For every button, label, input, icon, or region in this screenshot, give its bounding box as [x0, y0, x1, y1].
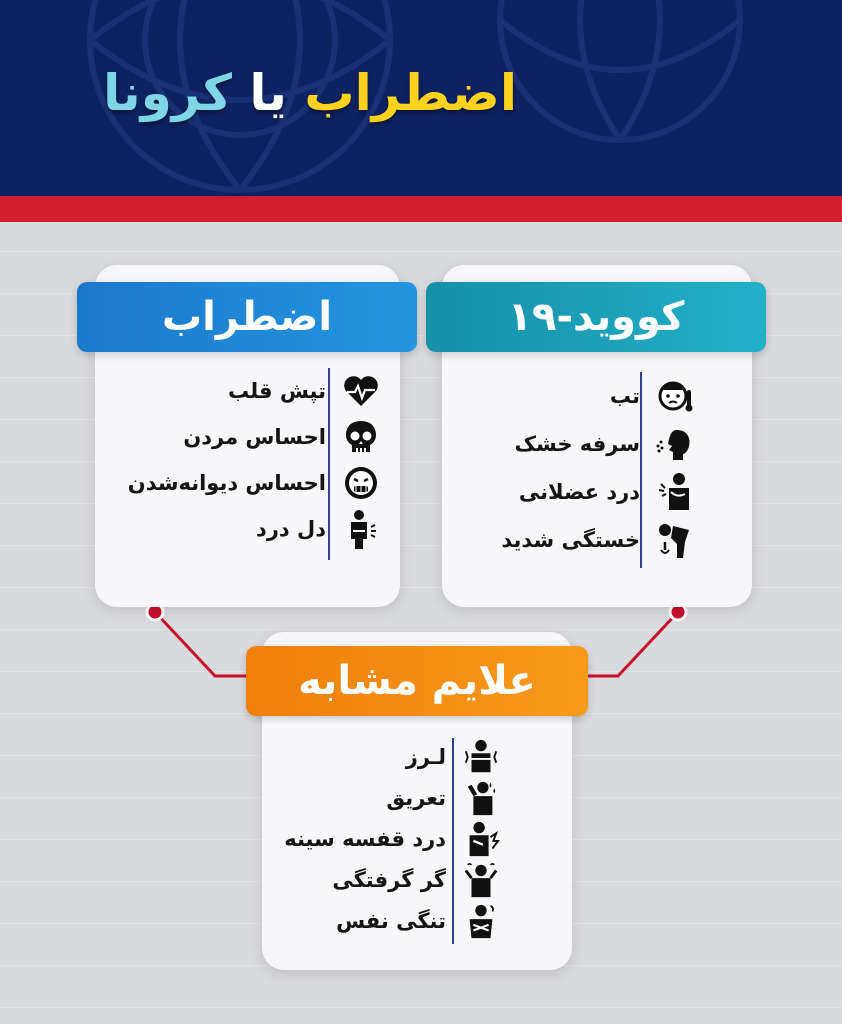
dry-cough-icon [652, 421, 698, 467]
symptom-label: خستگی شدید [501, 528, 640, 552]
symptom-label: تپش قلب [227, 379, 326, 403]
list-item [128, 414, 384, 460]
symptom-label: لـرز [405, 744, 446, 769]
list-item [128, 368, 384, 414]
list-item [284, 900, 504, 941]
sweating-icon [458, 775, 504, 821]
list-item [501, 420, 698, 468]
list-item [501, 372, 698, 420]
symptom-label: سرفه خشک [514, 432, 640, 456]
common-tag [246, 646, 588, 716]
symptom-label: درد قفسه سینه [284, 826, 446, 851]
anxiety-tag-title: اضطراب [161, 294, 333, 340]
covid-tag [426, 282, 766, 352]
list-item [128, 460, 384, 506]
title-anxiety: اضطراب [304, 64, 517, 122]
list-item [284, 859, 504, 900]
list-item [284, 736, 504, 777]
title-or: یا [231, 64, 305, 122]
shortness-of-breath-icon [458, 898, 504, 944]
title-corona: کرونا [103, 64, 232, 122]
symptom-label: گر گرفتگی [332, 867, 446, 892]
symptom-label: دل درد [256, 517, 326, 541]
chest-pain-icon [458, 816, 504, 862]
stomach-ache-icon [338, 506, 384, 552]
list-item [501, 468, 698, 516]
symptom-label: احساس دیوانه‌شدن [127, 471, 326, 495]
list-item [284, 818, 504, 859]
fatigue-icon [652, 517, 698, 563]
muscle-pain-icon [652, 469, 698, 515]
symptom-label: تب [609, 384, 640, 408]
symptom-label: احساس مردن [183, 425, 326, 449]
common-tag-title: علایم مشابه [298, 658, 536, 704]
symptom-label: تعریق [386, 785, 446, 810]
hot-flash-icon [458, 857, 504, 903]
list-item [284, 777, 504, 818]
header-banner [0, 0, 842, 196]
heart-beat-icon [338, 368, 384, 414]
skull-icon [338, 414, 384, 460]
symptom-label: درد عضلانی [518, 480, 640, 504]
common-symptom-list [284, 736, 504, 941]
list-item [128, 506, 384, 552]
list-item [501, 516, 698, 564]
fever-icon [652, 373, 698, 419]
anxiety-symptom-list [128, 368, 384, 552]
frustrated-face-icon [338, 460, 384, 506]
header-stripe [0, 196, 842, 222]
anxiety-tag [77, 282, 417, 352]
symptom-label: تنگی نفس [336, 908, 446, 933]
page-title [103, 58, 517, 128]
covid-tag-title: کووید-۱۹ [507, 294, 685, 340]
shiver-icon [458, 734, 504, 780]
covid-symptom-list [501, 372, 698, 564]
